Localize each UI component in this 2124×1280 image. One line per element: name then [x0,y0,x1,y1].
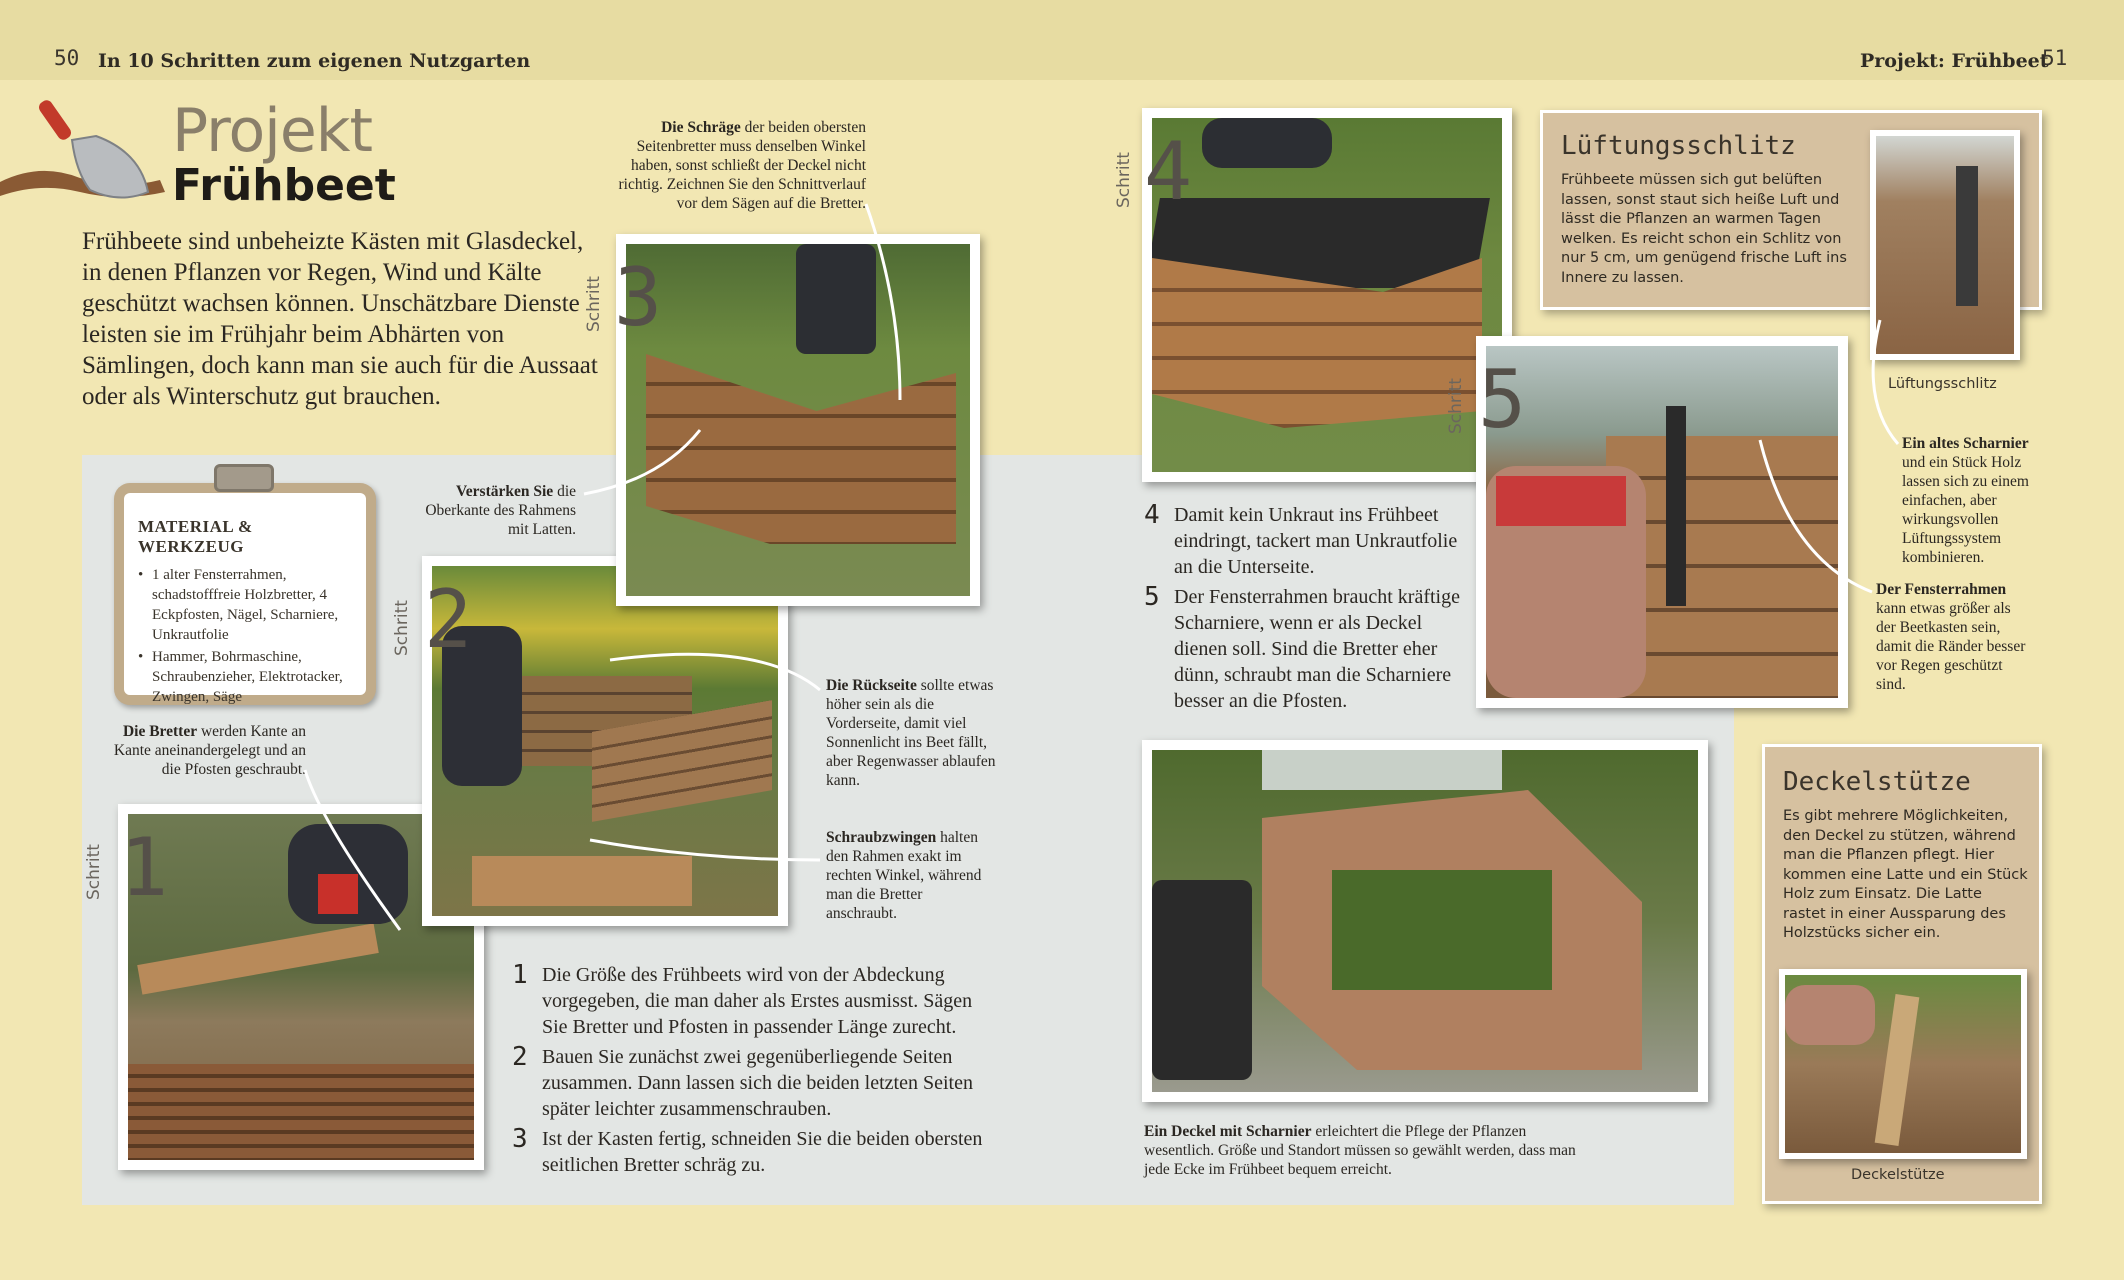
material-item: • 1 alter Fensterrahmen, schadstofffreie Holzbretter, 4 Eckpfosten, Nägel, Scharniere, Unkrautfolie [138,565,352,645]
caption-bold: Die Schräge [661,119,741,136]
step-number-2: 2 [424,573,473,666]
left-running-head: In 10 Schritten zum eigenen Nutzgarten [98,50,531,72]
step-text: Der Fensterrahmen braucht kräftige Scharniere, wenn er als Deckel dienen soll. Sind die Bretter eher dünn, schraubt man die Scharniere besser an die Pfosten. [1174,586,1460,712]
step-number-5: 5 [1478,353,1527,446]
right-running-head: Projekt: Frühbeet [1860,50,2049,72]
material-title: MATERIAL & WERKZEUG [138,517,253,556]
caption-bold: Verstärken Sie [456,483,554,500]
step-text: Ist der Kasten fertig, schneiden Sie die beiden obersten seitlichen Bretter schräg zu. [542,1128,983,1176]
photo-step-2 [422,556,788,926]
step-number-1: 1 [120,821,169,914]
right-page-number: 51 [2042,46,2068,70]
left-page-number: 50 [54,46,80,70]
lueftung-title: Lüftungsschlitz [1561,131,1796,161]
photo-step-3 [616,234,980,606]
step-index: 1 [512,960,528,990]
step-number-4: 4 [1144,125,1193,218]
caption-rest: kann etwas größer als der Beetkasten sein, damit die Ränder besser vor Regen geschützt sind. [1876,600,2026,693]
page-title-line2: Frühbeet [172,160,396,211]
schritt-label: Schritt [392,600,412,656]
step-text: Bauen Sie zunächst zwei gegenüberliegende Seiten zusammen. Dann lassen sich die beiden letzten Seiten später leichter zusammenschrauben. [542,1046,973,1120]
caption-bold: Die Bretter [122,723,198,740]
caption-rest: und ein Stück Holz lassen sich zu einem einfachen, aber wirkungsvollen Lüftungssystem kombinieren. [1902,454,2029,566]
schritt-label: Schritt [1446,378,1466,434]
schritt-label: Schritt [584,276,604,332]
caption-bold: Der Fensterrahmen [1876,581,2007,598]
caption-rest: werden Kante an Kante aneinandergelegt und an die Pfosten geschraubt. [113,723,306,778]
schritt-label: Schritt [84,844,104,900]
caption-rest: der beiden obersten Seitenbretter muss denselben Winkel haben, sonst schließt der Deckel nicht richtig. Zeichnen Sie den Schnittverlauf vor dem Sägen auf die Bretter. [618,119,866,212]
caption-bold: Ein altes Scharnier [1902,435,2029,452]
step-text: Damit kein Unkraut ins Frühbeet eindringt, tackert man Unkrautfolie an die Unterseite. [1174,504,1458,578]
material-box [114,483,376,705]
deckelstuetze-text: Es gibt mehrere Möglichkeiten, den Deckel zu stützen, während man die Pflanzen pflegt. Hier kommen eine Latte und ein Stück Holz zum Einsatz. Die Latte rastet in einer Aussparung des Holzstücks sicher ein. [1783,808,2028,941]
step-number-3: 3 [614,251,663,344]
step-index: 4 [1144,500,1160,530]
caption-rueckseite [826,676,996,790]
caption-fenster [1876,580,2026,694]
intro-text: Frühbeete sind unbeheizte Kästen mit Glasdeckel, in denen Pflanzen vor Regen, Wind und Kälte geschützt wachsen können. Unschätzbare Dienste leisten sie im Frühjahr beim Abhärten von Sämlingen, doch kann man sie auch für die Aussaat oder als Winterschutz gut brauchen. [82,228,598,410]
steps-right [1144,502,1468,718]
step-item [512,962,990,1040]
step-item [512,1044,990,1122]
photo-deckelstuetze [1779,969,2027,1159]
caption-bretter [100,722,306,779]
lueftung-text: Frühbeete müssen sich gut belüften lassen, sonst staut sich heiße Luft und lässt die Pflanzen an warmen Tagen welken. Es reicht schon ein Schlitz von nur 5 cm, um genügend frische Luft ins Innere zu lassen. [1561,172,1847,286]
caption-rest: sollte etwas höher sein als die Vorderseite, damit viel Sonnenlicht ins Beet fällt, aber Regenwasser ablaufen kann. [826,677,996,789]
caption-schraege [610,118,866,213]
steps-left [512,962,990,1182]
caption-bold: Ein Deckel mit Scharnier [1144,1123,1312,1140]
trowel-icon [0,92,170,212]
page-title-line1: Projekt [172,96,373,166]
caption-scharnier [1902,434,2052,567]
schritt-label: Schritt [1114,152,1134,208]
step-index: 5 [1144,582,1160,612]
step-item [1144,584,1468,714]
photo-lueftung [1870,130,2020,360]
deckelstuetze-title: Deckelstütze [1783,767,1971,797]
photo-deckel [1142,740,1708,1102]
caption-bold: Die Rückseite [826,677,917,694]
step-item [1144,502,1468,580]
material-item: • Hammer, Bohrmaschine, Schraubenzieher, Elektrotacker, Zwingen, Säge [138,647,352,707]
deckelstuetze-box [1762,744,2042,1204]
caption-zwingen [826,828,996,923]
clipboard-clip-icon [214,464,274,492]
lueftung-photo-label: Lüftungsschlitz [1888,376,1997,392]
step-index: 3 [512,1124,528,1154]
material-list [138,565,352,707]
caption-rest: die Oberkante des Rahmens mit Latten. [425,483,576,538]
photo-step-5 [1476,336,1848,708]
step-item [512,1126,990,1178]
caption-verstaerken [404,482,576,539]
caption-deckel [1144,1122,1584,1179]
deckelstuetze-photo-label: Deckelstütze [1851,1167,1945,1183]
caption-rest: halten den Rahmen exakt im rechten Winkel, während man die Bretter anschraubt. [826,829,982,922]
caption-rest: erleichtert die Pflege der Pflanzen wesentlich. Größe und Standort müssen so gewählt werden, dass man jede Ecke im Frühbeet bequem erreicht. [1144,1123,1576,1178]
caption-bold: Schraubzwingen [826,829,937,846]
step-text: Die Größe des Frühbeets wird von der Abdeckung vorgegeben, die man daher als Erstes ausmisst. Sägen Sie Bretter und Pfosten in passender Länge zurecht. [542,964,973,1038]
step-index: 2 [512,1042,528,1072]
